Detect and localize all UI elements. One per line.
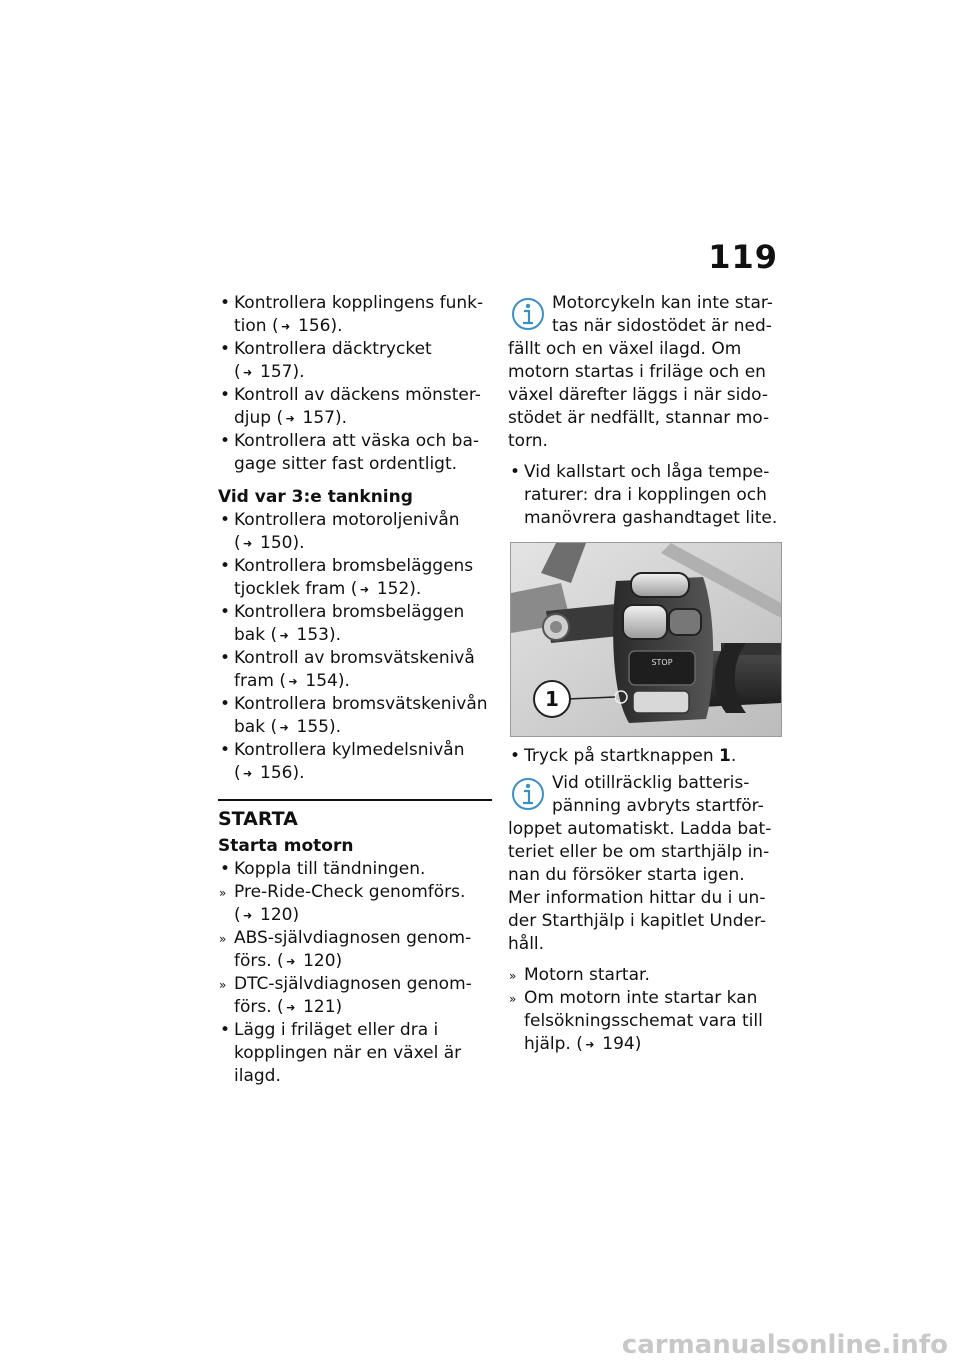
bullet-marker: • bbox=[220, 385, 231, 405]
page-reference[interactable]: ( ➜ 153) bbox=[270, 625, 336, 645]
arrow-right-icon: ➜ bbox=[286, 1001, 296, 1014]
checklist-before-ride bbox=[218, 292, 492, 476]
list-item-text: Kontrollera bromsbeläggens tjocklek fram bbox=[234, 556, 474, 599]
list-item-text: Kontroll av bromsvätskenivå fram bbox=[234, 648, 475, 691]
list-item bbox=[218, 1019, 492, 1088]
list-item: • Kontroll av däckens mönster-djup ( ➜ 157). bbox=[220, 385, 481, 428]
bullet-marker: • bbox=[220, 859, 231, 879]
list-item-text: Kontrollera motoroljenivån bbox=[234, 510, 460, 530]
list-item bbox=[218, 973, 492, 1019]
arrow-right-icon: ➜ bbox=[286, 955, 296, 968]
arrow-right-icon: ➜ bbox=[359, 583, 370, 596]
arrow-right-icon: ➜ bbox=[243, 366, 253, 379]
page-reference[interactable]: ( ➜ 194) bbox=[576, 1034, 642, 1054]
page-reference[interactable]: ( ➜ 150) bbox=[234, 533, 300, 553]
page-reference-number: 121 bbox=[303, 997, 336, 1017]
list-item bbox=[218, 858, 492, 881]
list-item bbox=[218, 881, 492, 927]
list-item: • Kontrollera kylmedelsnivån ( ➜ 156). bbox=[220, 740, 465, 783]
page-reference[interactable]: ( ➜ 121) bbox=[277, 997, 343, 1017]
result-marker: » bbox=[509, 992, 517, 1006]
page-reference-number: 194 bbox=[602, 1034, 635, 1054]
list-item-text: Om motorn inte startar kan felsökningsschemat vara till hjälp. bbox=[524, 988, 763, 1054]
bullet-marker: • bbox=[220, 556, 231, 576]
list-item-text: Kontrollera kylmedelsnivån bbox=[234, 740, 465, 760]
page-reference[interactable]: ( ➜ 157) bbox=[276, 408, 342, 428]
list-item bbox=[218, 927, 492, 973]
subheading-start-engine: Starta motorn bbox=[218, 836, 354, 856]
handlebar-switch-photo bbox=[510, 542, 782, 737]
list-item-text: Motorn startar. bbox=[524, 965, 650, 985]
arrow-right-icon: ➜ bbox=[288, 675, 298, 688]
cold-start-text: Vid kallstart och låga tempe-raturer: dra i kopplingen och manövrera gashandtaget lite. bbox=[524, 462, 778, 528]
list-item-cold-start bbox=[508, 461, 782, 530]
page-reference[interactable]: ( ➜ 156) bbox=[234, 763, 300, 783]
page-reference[interactable]: ( ➜ 155) bbox=[270, 717, 336, 737]
list-item: • Kontrollera bromsbeläggens tjocklek fram ( ➜ 152). bbox=[220, 556, 474, 599]
info-icon bbox=[508, 294, 548, 334]
info-icon bbox=[508, 774, 548, 814]
arrow-right-icon: ➜ bbox=[279, 629, 289, 642]
list-item-text: Lägg i friläget eller dra i kopplingen när en växel är ilagd. bbox=[234, 1020, 462, 1086]
press-start-ref: 1 bbox=[719, 746, 731, 766]
page-reference-number: 156 bbox=[298, 316, 331, 336]
bullet-marker: • bbox=[220, 648, 231, 668]
page-reference-number: 120 bbox=[303, 951, 336, 971]
start-steps-list bbox=[218, 858, 492, 1088]
arrow-right-icon: ➜ bbox=[243, 537, 253, 550]
result-marker: » bbox=[219, 978, 227, 992]
list-item-text: Kontrollera bromsvätskenivån bak bbox=[234, 694, 488, 737]
result-marker: » bbox=[219, 932, 227, 946]
list-item-text: Kontroll av däckens mönster-djup bbox=[234, 385, 481, 428]
list-item: • Kontrollera däcktrycket ( ➜ 157). bbox=[220, 339, 432, 382]
bullet-marker: • bbox=[220, 694, 231, 714]
watermark: carmanualsonline.info bbox=[621, 1330, 948, 1360]
page-reference[interactable]: ( ➜ 120) bbox=[277, 951, 343, 971]
bullet-marker: • bbox=[510, 462, 521, 482]
bullet-marker: • bbox=[510, 746, 521, 766]
list-item-text: Pre-Ride-Check genomförs. bbox=[234, 882, 466, 902]
list-item bbox=[508, 964, 782, 987]
list-item-text: Kontrollera bromsbeläggen bak bbox=[234, 602, 465, 645]
checklist-every-third-refuel bbox=[218, 509, 492, 785]
list-item bbox=[218, 430, 492, 476]
bullet-marker: • bbox=[220, 1020, 231, 1040]
arrow-right-icon: ➜ bbox=[279, 721, 289, 734]
figure-callout-1: 1 bbox=[533, 680, 571, 718]
arrow-right-icon: ➜ bbox=[585, 1038, 595, 1051]
press-start-text: Tryck på startknappen bbox=[524, 746, 714, 766]
arrow-right-icon: ➜ bbox=[281, 320, 291, 333]
heading-every-third-refuel: Vid var 3:e tankning bbox=[218, 487, 413, 507]
page-reference[interactable]: ( ➜ 157) bbox=[234, 362, 300, 382]
page-reference-number: 150 bbox=[260, 533, 293, 553]
list-item-text: Kontrollera att väska och ba-gage sitter fast ordentligt. bbox=[234, 431, 479, 474]
bullet-marker: • bbox=[220, 740, 231, 760]
left-column bbox=[218, 292, 492, 1088]
page-reference[interactable]: ( ➜ 154) bbox=[279, 671, 345, 691]
page-reference-number: 152 bbox=[376, 579, 410, 599]
list-item-text: Kontrollera kopplingens funk-tion bbox=[234, 293, 484, 336]
page-reference-number: 155 bbox=[296, 717, 329, 737]
list-item-text: Kontrollera däcktrycket bbox=[234, 339, 432, 359]
list-item-text: ABS-självdiagnosen genom-förs. bbox=[234, 928, 472, 971]
bullet-marker: • bbox=[220, 339, 231, 359]
page-number: 119 bbox=[708, 238, 778, 276]
list-item: • Kontroll av bromsvätskenivå fram ( ➜ 154). bbox=[220, 648, 475, 691]
page-reference[interactable]: ( ➜ 120) bbox=[234, 905, 300, 925]
bullet-marker: • bbox=[220, 510, 231, 530]
bullet-marker: • bbox=[220, 431, 231, 451]
note-side-stand bbox=[508, 292, 782, 453]
result-list bbox=[508, 964, 782, 1056]
note-battery bbox=[508, 772, 782, 956]
bullet-marker: • bbox=[220, 293, 231, 313]
note-side-stand-text: Motorcykeln kan inte star-tas när sidostödet är ned-fällt och en växel ilagd. Om motorn startas i friläge och en växel därefter läggs i när sido-stödet är nedfällt, stannar mo-torn. bbox=[508, 293, 773, 451]
list-item-text: DTC-självdiagnosen genom-förs. bbox=[234, 974, 472, 1017]
note-battery-text: Vid otillräcklig batteris-pänning avbryts startför-loppet automatiskt. Ladda bat-teriet eller be om starthjälp in-nan du försöker starta igen. Mer information hittar du i un-der Starthjälp i kapitlet Under-håll. bbox=[508, 773, 772, 954]
list-item: • Kontrollera bromsvätskenivån bak ( ➜ 155). bbox=[220, 694, 488, 737]
page-reference[interactable]: ( ➜ 152) bbox=[350, 579, 416, 599]
page-reference-number: 156 bbox=[260, 763, 293, 783]
list-item: • Kontrollera motoroljenivån ( ➜ 150). bbox=[220, 510, 460, 553]
list-item: • Kontrollera bromsbeläggen bak ( ➜ 153). bbox=[220, 602, 465, 645]
page-reference-number: 157 bbox=[260, 362, 293, 382]
section-title-start: STARTA bbox=[218, 799, 492, 831]
stop-label: STOP bbox=[651, 658, 673, 667]
arrow-right-icon: ➜ bbox=[243, 767, 253, 780]
page-reference-number: 153 bbox=[296, 625, 329, 645]
arrow-right-icon: ➜ bbox=[285, 412, 295, 425]
list-item-press-start: • Tryck på startknappen 1. bbox=[510, 746, 737, 766]
list-item: • Kontrollera kopplingens funk-tion ( ➜ 156). bbox=[220, 293, 484, 336]
result-marker: » bbox=[509, 969, 517, 983]
list-item-text: Koppla till tändningen. bbox=[234, 859, 426, 879]
bullet-marker: • bbox=[220, 602, 231, 622]
page-reference-number: 154 bbox=[305, 671, 338, 691]
result-marker: » bbox=[219, 886, 227, 900]
right-column bbox=[508, 292, 782, 1056]
list-item bbox=[508, 987, 782, 1056]
page-reference-number: 120 bbox=[260, 905, 293, 925]
arrow-right-icon: ➜ bbox=[243, 909, 253, 922]
page-reference-number: 157 bbox=[302, 408, 335, 428]
page-reference[interactable]: ( ➜ 156) bbox=[271, 316, 338, 336]
